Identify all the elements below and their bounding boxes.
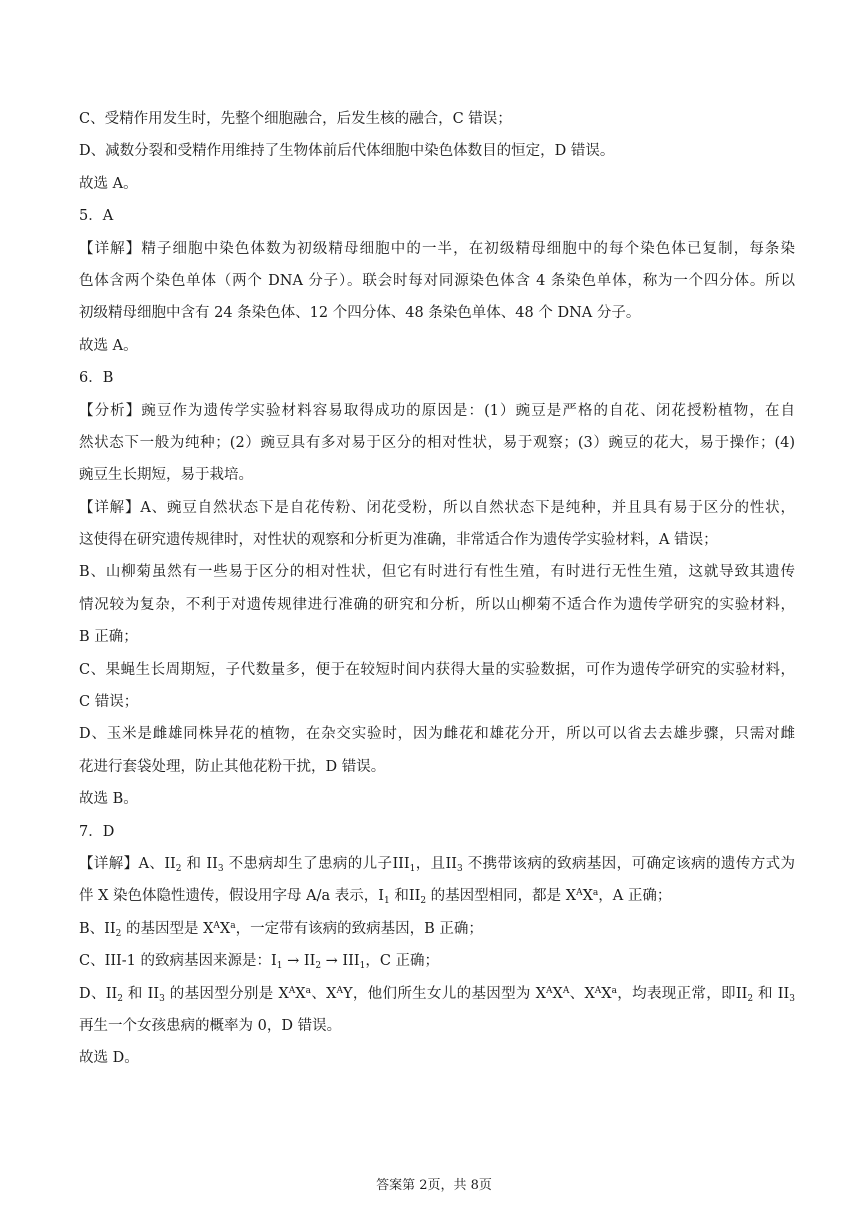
text-run: ，均表现正常，即II — [616, 985, 748, 1002]
subscript: 2 — [420, 896, 427, 907]
superscript: A — [545, 985, 553, 996]
text-run: 不患病却生了患病的儿子III — [223, 855, 410, 872]
superscript: A — [594, 985, 602, 996]
text-line: 然状态下一般为纯种；(2）豌豆具有多对易于区分的相对性状，易于观察；(3）豌豆的花大，易于操作；(4) — [79, 434, 795, 451]
text-line: 故选 B。 — [79, 791, 138, 808]
q7-option-d — [79, 985, 795, 1004]
text-run: 不携带该病的致病基因，可确定该病的遗传方式为 — [462, 855, 795, 872]
text-line: 7．D — [79, 823, 115, 840]
text-run: B、II — [79, 920, 116, 937]
text-line: 6．B — [79, 370, 114, 387]
text-line: 色体含两个染色单体（两个 DNA 分子）。联会时每对同源染色体含 4 条染色单体，称为一个四分体。所以 — [79, 272, 795, 289]
superscript: A — [213, 920, 220, 931]
text-line: 5．A — [79, 208, 114, 225]
text-run: X — [295, 985, 306, 1002]
text-line: 故选 A。 — [79, 175, 138, 192]
text-line: C、果蝇生长周期短，子代数量多，便于在较短时间内获得大量的实验数据，可作为遗传学研究的实验材料， — [79, 661, 795, 678]
text-run: 的基因型分别是 X — [164, 985, 289, 1002]
answer-lines — [79, 110, 795, 842]
text-line: B 正确； — [79, 629, 138, 646]
text-run: 伴 X 染色体隐性遗传，假设用字母 A/a 表示，I — [79, 888, 384, 905]
superscript: A — [336, 985, 343, 996]
subscript: 3 — [159, 993, 165, 1004]
subscript: 2 — [115, 928, 122, 939]
text-line: 【详解】精子细胞中染色体数为初级精母细胞中的一半，在初级精母细胞中的每个染色体已复制，每条染 — [79, 240, 795, 257]
text-line: C、受精作用发生时，先整个细胞融合，后发生核的融合，C 错误； — [79, 111, 512, 127]
q7-answer-line: 故选 D。 — [79, 1050, 139, 1067]
q7-conclusion-line: 再生一个女孩患病的概率为 0，D 错误。 — [79, 1017, 342, 1034]
text-run: X — [582, 888, 593, 905]
text-run: C、III-1 的致病基因来源是：I — [79, 953, 277, 970]
subscript: 2 — [117, 993, 123, 1004]
q7-detail-line-1 — [79, 855, 795, 874]
text-line: 豌豆生长期短，易于栽培。 — [79, 467, 253, 484]
text-run: ，一定带有该病的致病基因，B 正确； — [235, 920, 483, 937]
superscript: A — [562, 985, 570, 996]
superscript: A — [576, 888, 583, 899]
q7-option-b — [79, 920, 795, 939]
text-run: 的基因型是 X — [121, 920, 214, 937]
text-line: C 错误； — [79, 694, 139, 711]
text-line: 【详解】A、豌豆自然状态下是自花传粉、闭花受粉，所以自然状态下是纯种，并且具有易于区分的性状， — [79, 499, 795, 516]
subscript: 1 — [359, 961, 366, 972]
superscript: a — [611, 985, 617, 996]
text-run: 和 II — [122, 985, 160, 1002]
superscript: a — [230, 920, 236, 931]
text-line: 【分析】豌豆作为遗传学实验材料容易取得成功的原因是：(1）豌豆是严格的自花、闭花授粉植物，在自 — [79, 402, 795, 419]
text-run: 和 II — [181, 855, 218, 872]
text-run: ，C 正确； — [365, 953, 440, 970]
text-line: 情况较为复杂，不利于对遗传规律进行准确的研究和分析，所以山柳菊不适合作为遗传学研究的实验材料， — [79, 596, 795, 613]
text-line: 初级精母细胞中含有 24 条染色体、12 个四分体、48 条染色单体、48 个 DNA 分子。 — [79, 305, 641, 322]
superscript: a — [592, 888, 599, 899]
text-run: X — [552, 985, 563, 1002]
text-line: 这使得在研究遗传规律时，对性状的观察和分析更为准确，非常适合作为遗传学实验材料，A 错误； — [79, 532, 718, 549]
text-run: ，且II — [415, 855, 458, 872]
text-line: B、山柳菊虽然有一些易于区分的相对性状，但它有时进行有性生殖，有时进行无性生殖，这就导致其遗传 — [79, 564, 795, 581]
text-run: ，A 正确； — [598, 888, 672, 905]
text-run: → III — [321, 953, 360, 970]
subscript: 3 — [789, 993, 795, 1004]
text-run: → II — [282, 953, 316, 970]
subscript: 2 — [747, 993, 754, 1004]
answer-content — [79, 110, 795, 1082]
text-run: D、II — [79, 985, 118, 1002]
text-run: Y，他们所生女儿的基因型为 X — [342, 985, 546, 1002]
text-run: 、X — [569, 985, 595, 1002]
subscript: 2 — [175, 863, 182, 874]
page-footer: 答案第 2页，共 8页 — [376, 1178, 492, 1193]
subscript: 3 — [217, 863, 224, 874]
text-run: 【详解】A、II — [79, 855, 176, 872]
subscript: 2 — [315, 961, 322, 972]
subscript: 1 — [276, 961, 283, 972]
text-run: 、X — [311, 985, 337, 1002]
text-line: 花进行套袋处理，防止其他花粉干扰，D 错误。 — [79, 758, 386, 775]
text-run: X — [601, 985, 612, 1002]
text-line: D、减数分裂和受精作用维持了生物体前后代体细胞中染色体数目的恒定，D 错误。 — [79, 143, 615, 160]
text-run: 的基因型相同，都是 X — [426, 888, 577, 905]
subscript: 1 — [409, 863, 416, 874]
q7-detail-line-2 — [79, 887, 795, 906]
superscript: A — [288, 985, 296, 996]
superscript: a — [305, 985, 311, 996]
text-line: D、玉米是雌雄同株异花的植物，在杂交实验时，因为雌花和雄花分开，所以可以省去去雄步骤，只需对雌 — [79, 726, 795, 743]
subscript: 1 — [384, 896, 390, 907]
subscript: 3 — [457, 863, 463, 874]
text-run: 和II — [389, 888, 421, 905]
text-run: X — [219, 920, 231, 937]
text-line: 故选 A。 — [79, 337, 138, 354]
q7-option-c — [79, 952, 795, 971]
text-run: 和 II — [753, 985, 790, 1002]
